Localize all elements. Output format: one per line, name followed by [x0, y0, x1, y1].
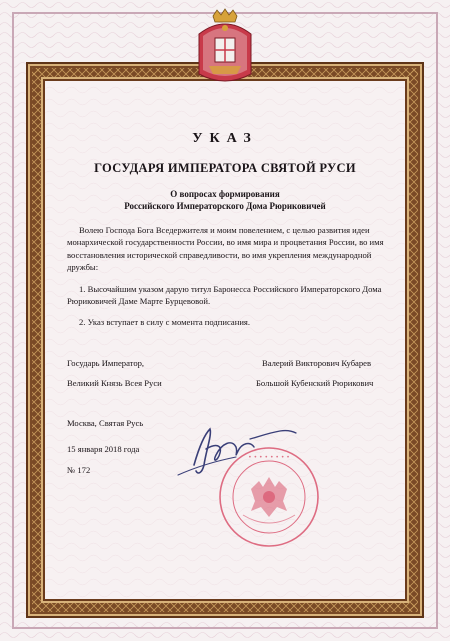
preamble-paragraph: Волею Господа Бога Вседержителя и моим повелением, с целью развития идеи монархической государственности России, во имя мира и процветания России, во имя восстановления исторической справедливости, во имя укрепления международной дружбы: — [67, 225, 384, 272]
left-title-2: Великий Князь Всея Руси — [67, 378, 162, 388]
date: 15 января 2018 года — [67, 444, 140, 454]
item-2-paragraph: 2. Указ вступает в силу с момента подписания. — [79, 317, 251, 327]
signatory-name: Валерий Викторович Кубарев — [262, 358, 372, 368]
place: Москва, Святая Русь — [67, 418, 144, 428]
document-number: № 172 — [67, 465, 91, 475]
svg-text:• • • • • • • •: • • • • • • • • — [248, 454, 290, 461]
item-1-paragraph: 1. Высочайшим указом дарую титул Баронесса Российского Императорского Дома Рюриковичей Даме Марте Бурцевовой. — [67, 284, 382, 307]
document-subtitle: ГОСУДАРЯ ИМПЕРАТОРА СВЯТОЙ РУСИ — [94, 161, 356, 175]
signature-icon — [176, 421, 302, 477]
imperial-crest-icon — [193, 8, 257, 88]
document-title: УКАЗ — [192, 131, 258, 146]
topic-line-1: О вопросах формирования — [170, 189, 280, 199]
signatory-title: Большой Кубенский Рюрикович — [256, 378, 374, 388]
topic-line-2: Российского Императорского Дома Рюриковичей — [124, 201, 326, 211]
left-title-1: Государь Император, — [67, 358, 145, 368]
